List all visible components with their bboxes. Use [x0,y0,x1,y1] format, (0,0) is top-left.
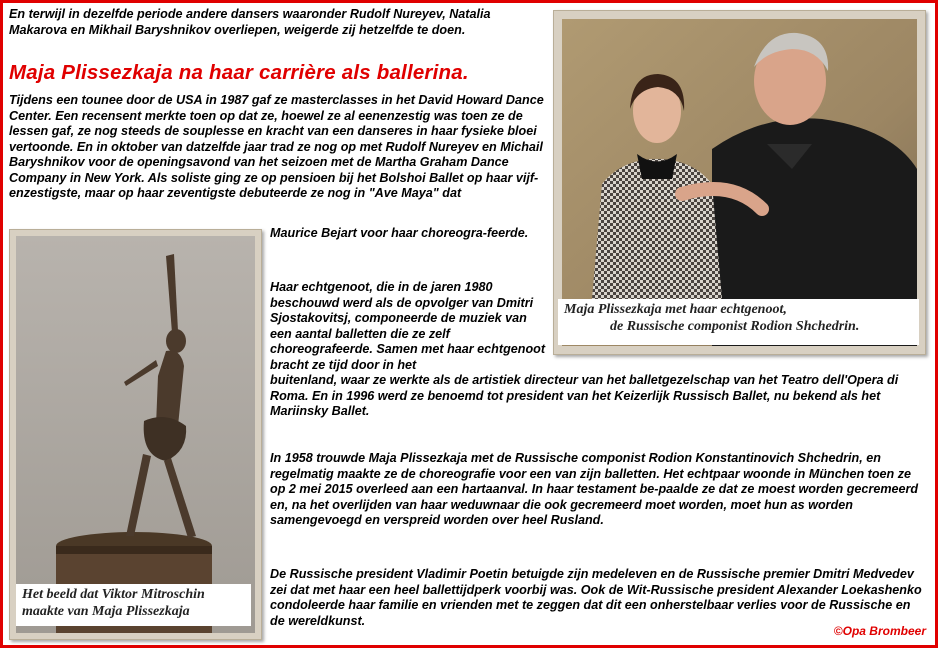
couple-photo [562,19,917,346]
couple-caption-line1: Maja Plissezkaja met haar echtgenoot, [564,302,787,317]
paragraph-marriage: In 1958 trouwde Maja Plissezkaja met de Russische componist Rodion Konstantinovich Shchedrin, en regelmatig maakte ze de choreografie voor een van zijn balletten. Het echtpaar woonde in München toen ze op 2 mei 2015 overleed aan een hartaanval. In haar testament be-paalde ze dat ze moest worden gecremeerd en, na het overlijden van haar weduwnaar die ook gecremeerd moet worden, moet hun as worden samengevoegd en verspreid worden over heel Rusland. [270,451,919,527]
statue-caption-line1: Het beeld dat Viktor Mitroschin [22,587,205,602]
statue-photo-caption [16,584,251,626]
page-title: Maja Plissezkaja na haar carrière als ballerina. [9,61,469,84]
paragraph-masterclasses-end: Maurice Bejart voor haar choreogra-feerde. [270,226,529,240]
statue-photo [16,236,255,633]
couple-photo-image [562,19,917,346]
paragraph-husband-continued: buitenland, waar ze werkte als de artistiek directeur van het balletgezelschap van het Teatro dell'Opera di Roma. En in 1996 werd ze benoemd tot president van het Keizerlijk Russisch Ballet, nu bekend als het Mariinsky Ballet. [270,373,899,418]
statue-photo-frame [9,229,262,640]
paragraph-masterclasses: Tijdens een tounee door de USA in 1987 gaf ze masterclasses in het David Howard Dance Center. Een recensent merkte toen op dat ze, hoewel ze al eenenzestig was toen ze de lessen gaf, ze nog steeds de souplesse en kracht van een danseres in haar fysieke bloei vertoonde. En in oktober van datzelfde jaar trad ze nog op met Rudolf Nureyev en Michail Baryshnikov voor de openingsavond van het seizoen met de Martha Graham Dance Company in New York. Als soliste ging ze op pensioen bij het Bolshoi Ballet op haar vijf-enzestigste, maar op haar zeventigste debuteerde ze nog in "Ave Maya" dat [9,93,544,200]
paragraph-condolences: De Russische president Vladimir Poetin betuigde zijn medeleven en de Russische premier Dmitri Medvedev zei dat met haar een heel ballettijdperk voorbij was. Ook de Wit-Russische president Alexander Loekashenko condoleerde haar familie en vrienden met te zeggen dat dit een onherstelbaar verlies voor de Russische en de wereldkunst. [270,567,922,628]
copyright-credit: ©Opa Brombeer [833,624,926,638]
couple-photo-frame [553,10,926,355]
intro-text: En terwijl in dezelfde periode andere dansers waaronder Rudolf Nureyev, Natalia Makarova en Mikhail Baryshnikov overliepen, weigerde zij hetzelfde te doen. [9,7,491,37]
couple-caption-line2: de Russische componist Rodion Shchedrin. [610,319,860,334]
paragraph-husband: Haar echtgenoot, die in de jaren 1980 beschouwd werd als de opvolger van Dmitri Sjostakovitsj, componeerde de muziek van een aantal balletten die ze zelf choreografeerde. Samen met haar echtgenoot bracht ze tijd door in het [270,280,546,372]
statue-photo-image [16,236,255,633]
couple-photo-caption [558,299,919,345]
statue-caption-line2: maakte van Maja Plissezkaja [22,604,190,619]
